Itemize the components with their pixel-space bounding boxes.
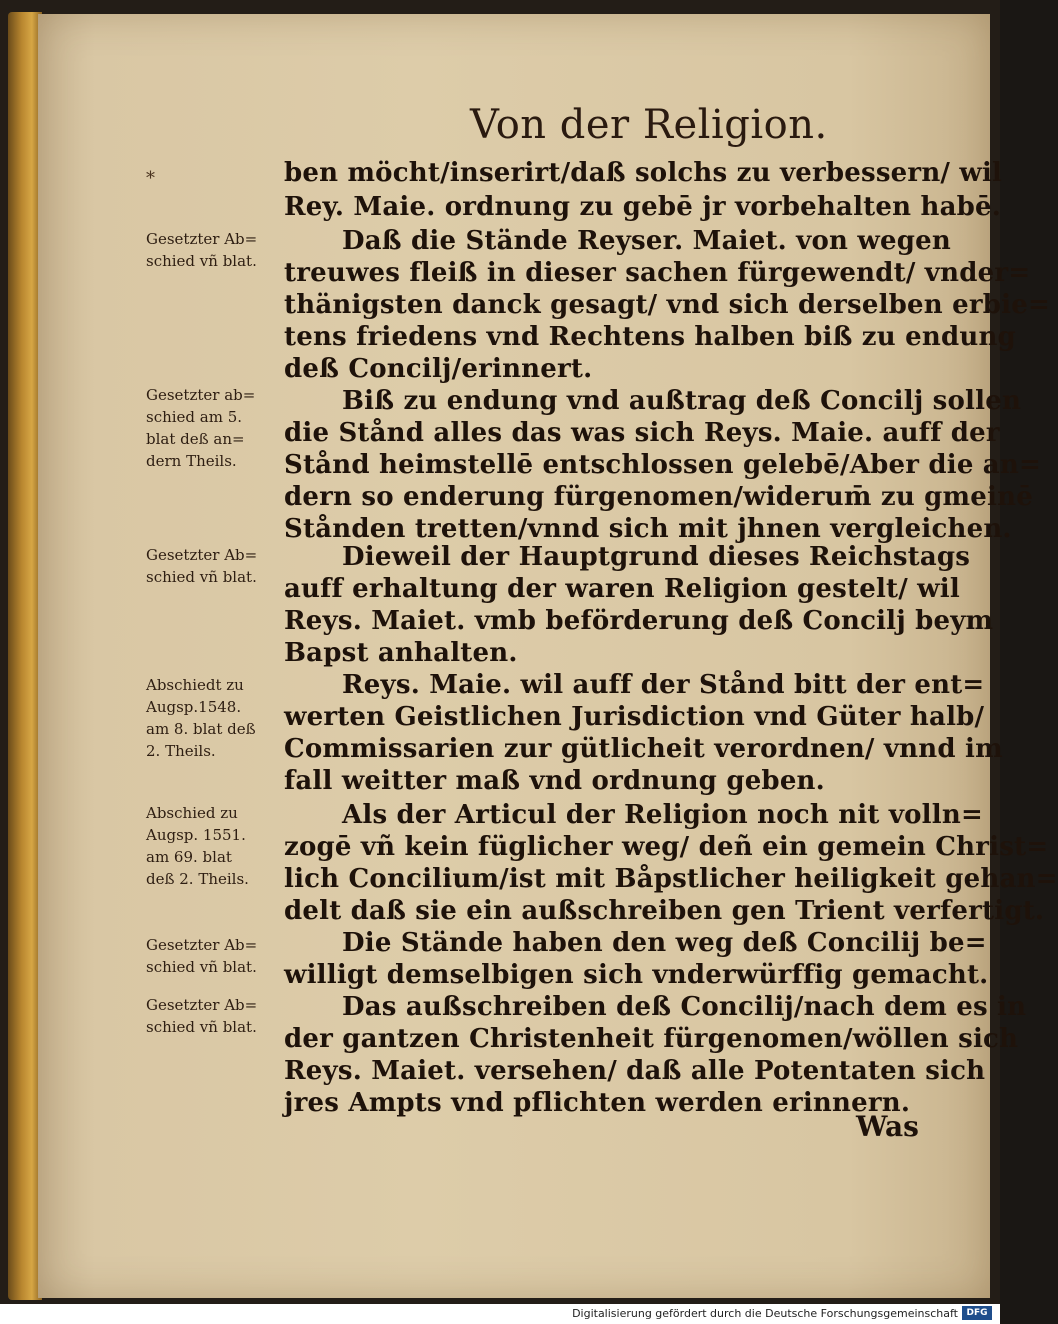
margin-note-line: deß 2. Theils. <box>146 870 249 888</box>
text-line: Als der Articul der Religion noch nit volln= <box>342 800 983 830</box>
text-line: dern so enderung fürgenomen/widerum̄ zu gmeinē <box>284 482 1033 512</box>
text-line: Reys. Maiet. versehen/ daß alle Potentaten sich <box>284 1056 986 1086</box>
running-head: Von der Religion. <box>470 102 828 148</box>
text-line: werten Geistlichen Jurisdiction vnd Güter halb/ <box>284 702 985 732</box>
margin-note-line: schied am 5. <box>146 408 243 426</box>
text-line: Reys. Maie. wil auff der Stånd bitt der ent= <box>342 670 985 700</box>
margin-note-line: Gesetzter Ab= <box>146 936 258 954</box>
text-line: Commissarien zur gütlicheit verordnen/ vnnd im <box>284 734 1003 764</box>
text-line: Reys. Maiet. vmb beförderung deß Concilj beym <box>284 606 994 636</box>
ornament-mark: * <box>146 168 155 189</box>
margin-note-line: schied vñ blat. <box>146 1018 257 1036</box>
margin-note-line: 2. Theils. <box>146 742 216 760</box>
text-line: lich Concilium/ist mit Båpstlicher heiligkeit gehan= <box>284 864 1058 894</box>
margin-note-line: schied vñ blat. <box>146 958 257 976</box>
text-line: treuwes fleiß in dieser sachen fürgewendt/ vnder= <box>284 258 1031 288</box>
margin-note-line: Gesetzter Ab= <box>146 546 258 564</box>
margin-note-line: Gesetzter Ab= <box>146 230 258 248</box>
text-line: fall weitter maß vnd ordnung geben. <box>284 766 825 796</box>
margin-note <box>146 544 282 588</box>
margin-note-line: am 8. blat deß <box>146 720 256 738</box>
text-line: Bapst anhalten. <box>284 638 518 668</box>
margin-note-line: dern Theils. <box>146 452 237 470</box>
text-line: jres Ampts vnd pflichten werden erinnern. <box>284 1088 911 1118</box>
text-line: deß Concilj/erinnert. <box>284 354 593 384</box>
margin-note <box>146 802 282 890</box>
text-line: Dieweil der Hauptgrund dieses Reichstags <box>342 542 971 572</box>
text-line: Das außschreiben deß Concilij/nach dem es in <box>342 992 1027 1022</box>
margin-note-line: schied vñ blat. <box>146 568 257 586</box>
text-line: tens friedens vnd Rechtens halben biß zu endung <box>284 322 1016 352</box>
text-line: Rey. Maie. ordnung zu gebē jr vorbehalten habē. <box>284 192 1001 222</box>
text-line: zogē vñ kein füglicher weg/ deñ ein gemein Christ= <box>284 832 1049 862</box>
margin-note-line: Gesetzter ab= <box>146 386 256 404</box>
book-edge <box>8 12 42 1300</box>
margin-note-line: Augsp. 1551. <box>146 826 246 844</box>
margin-note-line: Augsp.1548. <box>146 698 242 716</box>
text-line: Stånden tretten/vnnd sich mit jhnen vergleichen. <box>284 514 1012 544</box>
margin-note <box>146 384 282 472</box>
text-line: Daß die Stände Reyser. Maiet. von wegen <box>342 226 951 256</box>
text-line: delt daß sie ein außschreiben gen Trient verfertigt. <box>284 896 1045 926</box>
margin-note <box>146 228 282 272</box>
margin-note <box>146 934 282 978</box>
text-line: Die Stände haben den weg deß Concilij be= <box>342 928 987 958</box>
margin-note-line: am 69. blat <box>146 848 232 866</box>
text-line: Biß zu endung vnd außtrag deß Concilj sollen <box>342 386 1022 416</box>
text-line: der gantzen Christenheit fürgenomen/wöllen sich <box>284 1024 1019 1054</box>
margin-note-line: schied vñ blat. <box>146 252 257 270</box>
margin-note-line: Abschiedt zu <box>146 676 244 694</box>
margin-note-line: Gesetzter Ab= <box>146 996 258 1014</box>
margin-note <box>146 994 282 1038</box>
text-line: ben möcht/inserirt/daß solchs zu verbessern/ wil <box>284 158 1003 188</box>
margin-note <box>146 674 282 762</box>
text-line: auff erhaltung der waren Religion gestelt/ wil <box>284 574 960 604</box>
dfg-logo-icon: DFG <box>962 1306 992 1320</box>
catchword: Was <box>856 1110 919 1143</box>
text-line: willigt demselbigen sich vnderwürffig gemacht. <box>284 960 989 990</box>
digitization-credit: Digitalisierung gefördert durch die Deutsche Forschungsgemeinschaft <box>572 1307 958 1320</box>
margin-note-line: Abschied zu <box>146 804 238 822</box>
text-line: Stånd heimstellē entschlossen gelebē/Aber die an= <box>284 450 1041 480</box>
text-line: die Stånd alles das was sich Reys. Maie. auff der <box>284 418 1000 448</box>
text-line: thänigsten danck gesagt/ vnd sich derselben erbie= <box>284 290 1050 320</box>
margin-note-line: blat deß an= <box>146 430 245 448</box>
